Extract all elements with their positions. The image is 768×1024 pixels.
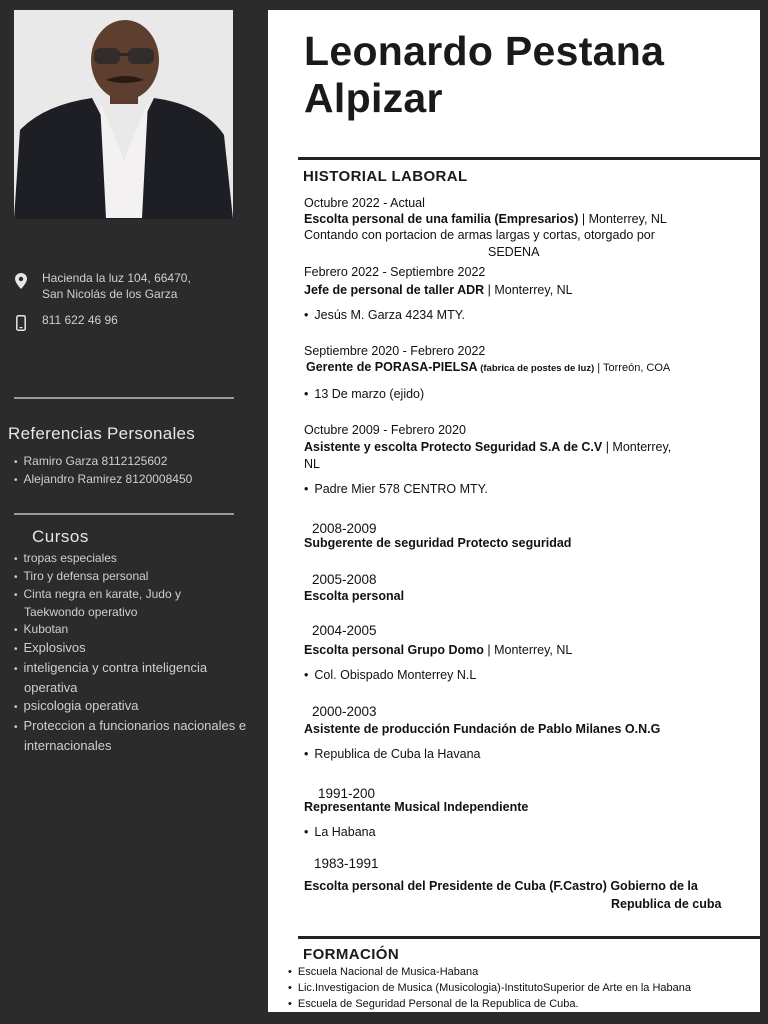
resume-main <box>268 10 760 1012</box>
courses-list <box>14 550 268 755</box>
reference-item: • Ramiro Garza 8112125602 <box>14 453 192 471</box>
phone-number: 811 622 46 96 <box>42 313 118 327</box>
job-role: Escolta personal <box>304 589 405 603</box>
job-title-line <box>304 283 573 298</box>
sidebar <box>0 0 268 1024</box>
job-role: Asistente y escolta Protecto Seguridad S.A de C.V <box>304 440 603 454</box>
job-address: • Col. Obispado Monterrey N.L <box>304 668 476 683</box>
course-item: • tropas especiales <box>14 550 268 568</box>
job-role: Representante Musical Independiente <box>304 800 529 814</box>
job-period: Octubre 2022 - Actual <box>304 196 425 210</box>
job-period: Septiembre 2020 - Febrero 2022 <box>304 344 486 358</box>
section-rule <box>298 157 760 160</box>
job-location: | Monterrey, NL <box>484 283 573 297</box>
job-description: SEDENA <box>488 245 540 259</box>
courses-title: Cursos <box>32 527 89 546</box>
job-address: • 13 De marzo (ejido) <box>304 387 424 402</box>
job-location-cont: NL <box>304 457 320 471</box>
job-role: Asistente de producción Fundación de Pablo Milanes O.N.G <box>304 722 661 736</box>
job-address: • Republica de Cuba la Havana <box>304 747 480 762</box>
reference-item: • Alejandro Ramirez 8120008450 <box>14 471 192 489</box>
location-pin-icon <box>12 272 30 290</box>
job-period: Febrero 2022 - Septiembre 2022 <box>304 265 486 279</box>
job-location: | Monterrey, NL <box>578 212 667 226</box>
address-line-1: Hacienda la luz 104, 66470, <box>42 271 191 285</box>
job-location: | Monterrey, <box>602 440 672 454</box>
mobile-phone-icon <box>12 314 30 332</box>
job-role-note: (fabrica de postes de luz) <box>477 363 595 374</box>
job-address: • Jesús M. Garza 4234 MTY. <box>304 308 465 323</box>
education-item: • Escuela Nacional de Musica-Habana <box>288 964 691 980</box>
job-title-line <box>306 360 670 376</box>
section-rule <box>298 936 760 939</box>
job-address: • La Habana <box>304 825 376 840</box>
course-item: • Explosivos <box>14 639 268 659</box>
course-item: • Cinta negra en karate, Judo y Taekwondo operativo <box>14 586 214 621</box>
education-item: • Escuela de Seguridad Personal de la Republica de Cuba. <box>288 996 691 1012</box>
references-title: Referencias Personales <box>8 424 196 443</box>
job-role: Jefe de personal de taller ADR <box>304 283 485 297</box>
job-title-line <box>304 440 671 455</box>
sidebar-divider <box>14 397 234 399</box>
course-item: • Proteccion a funcionarios nacionales e internacionales <box>14 717 268 755</box>
education-list <box>288 964 691 1012</box>
job-role: Gerente de PORASA-PIELSA <box>306 360 478 374</box>
job-role: Subgerente de seguridad Protecto seguridad <box>304 536 572 550</box>
job-title-line <box>304 212 667 227</box>
course-item: • psicologia operativa <box>14 697 268 717</box>
job-role: Escolta personal de una familia (Empresarios) <box>304 212 579 226</box>
course-item: • Tiro y defensa personal <box>14 568 268 586</box>
job-period: 2004-2005 <box>312 623 377 638</box>
address-line-2: San Nicolás de los Garza <box>42 287 178 301</box>
sidebar-divider <box>14 513 234 515</box>
references-list <box>14 453 192 489</box>
job-period: 2000-2003 <box>312 704 377 719</box>
job-role: Escolta personal Grupo Domo <box>304 643 484 657</box>
job-period: 1991-200 <box>318 786 376 801</box>
job-title-line <box>304 643 572 658</box>
job-description: Contando con portacion de armas largas y cortas, otorgado por <box>304 228 655 242</box>
job-period: Octubre 2009 - Febrero 2020 <box>304 423 466 437</box>
job-location: | Torreón, COA <box>594 362 671 374</box>
job-role-cont: Republica de cuba <box>611 897 722 911</box>
job-period: 1983-1991 <box>314 856 379 871</box>
job-address: • Padre Mier 578 CENTRO MTY. <box>304 482 488 497</box>
course-item: • Kubotan <box>14 621 268 639</box>
job-role: Escolta personal del Presidente de Cuba (F.Castro) Gobierno de la <box>304 879 698 893</box>
course-item: • inteligencia y contra inteligencia operativa <box>14 659 229 697</box>
education-title: FORMACIÓN <box>303 946 400 963</box>
job-location: | Monterrey, NL <box>483 643 573 657</box>
profile-photo <box>14 10 233 219</box>
job-period: 2005-2008 <box>312 572 377 587</box>
job-period: 2008-2009 <box>312 521 377 536</box>
work-history-title: HISTORIAL LABORAL <box>303 168 468 185</box>
education-item: • Lic.Investigacion de Musica (Musicologia)-InstitutoSuperior de Arte en la Habana <box>288 980 691 996</box>
contact-phone <box>12 312 118 332</box>
contact-address <box>12 270 191 302</box>
candidate-name: Leonardo Pestana Alpizar <box>304 28 665 121</box>
